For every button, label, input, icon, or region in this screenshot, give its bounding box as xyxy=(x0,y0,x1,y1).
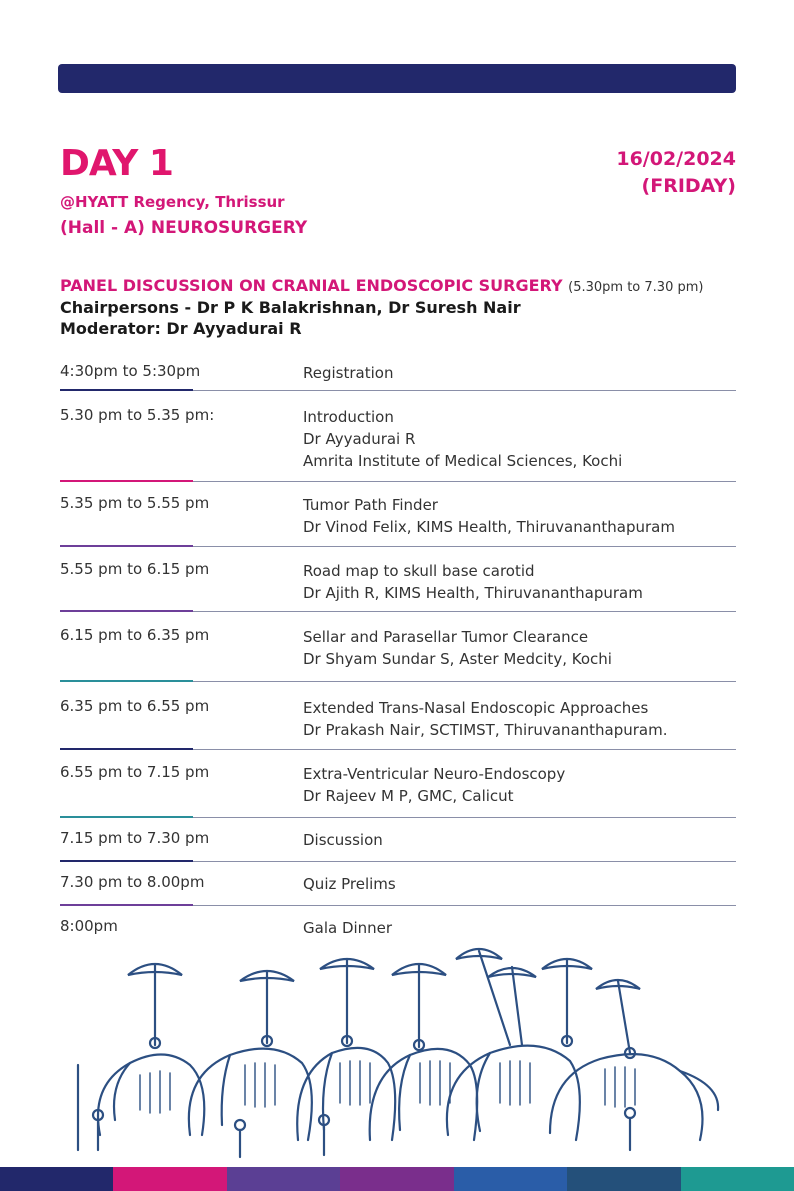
session-detail: Dr Shyam Sundar S, Aster Medcity, Kochi xyxy=(303,650,612,668)
schedule-description xyxy=(303,763,565,807)
color-segment xyxy=(227,1167,340,1191)
panel-time: (5.30pm to 7.30 pm) xyxy=(568,280,704,295)
session-title: Extra-Ventricular Neuro-Endoscopy xyxy=(303,765,566,783)
schedule-time: 7.30 pm to 8.00pm xyxy=(60,873,205,891)
session-detail: Amrita Institute of Medical Sciences, Kochi xyxy=(303,452,623,470)
color-segment xyxy=(113,1167,226,1191)
top-banner-bar xyxy=(58,64,736,93)
schedule-description xyxy=(303,829,383,851)
date-text: 16/02/2024 xyxy=(616,148,736,170)
session-detail: Dr Ayyadurai R xyxy=(303,430,416,448)
session-title: Introduction xyxy=(303,408,394,426)
schedule-time: 5.55 pm to 6.15 pm xyxy=(60,560,210,578)
color-segment xyxy=(681,1167,794,1191)
schedule-description xyxy=(303,494,675,538)
schedule-time: 5.35 pm to 5.55 pm xyxy=(60,494,210,512)
bottom-color-strip xyxy=(0,1167,794,1191)
row-accent xyxy=(60,860,193,862)
schedule-time: 6.55 pm to 7.15 pm xyxy=(60,763,210,781)
elephant-procession-illustration xyxy=(70,935,730,1167)
row-accent xyxy=(60,545,193,547)
schedule-time: 6.15 pm to 6.35 pm xyxy=(60,626,210,644)
schedule-description xyxy=(303,626,612,670)
color-segment xyxy=(340,1167,453,1191)
row-accent xyxy=(60,748,193,750)
color-segment xyxy=(567,1167,680,1191)
session-title: Sellar and Parasellar Tumor Clearance xyxy=(303,628,589,646)
session-detail: Dr Prakash Nair, SCTIMST, Thiruvananthapuram. xyxy=(303,721,668,739)
moderator: Moderator: Dr Ayyadurai R xyxy=(60,319,302,338)
session-title: Registration xyxy=(303,364,394,382)
row-accent xyxy=(60,480,193,482)
panel-title: PANEL DISCUSSION ON CRANIAL ENDOSCOPIC SURGERY xyxy=(60,276,563,295)
weekday-text: (FRIDAY) xyxy=(641,175,736,197)
row-accent xyxy=(60,680,193,682)
schedule-time: 5.30 pm to 5.35 pm: xyxy=(60,406,215,424)
chairpersons: Chairpersons - Dr P K Balakrishnan, Dr Suresh Nair xyxy=(60,298,521,317)
color-segment xyxy=(0,1167,113,1191)
session-title: Gala Dinner xyxy=(303,919,393,937)
row-accent xyxy=(60,904,193,906)
schedule-time: 4:30pm to 5:30pm xyxy=(60,362,201,380)
row-accent xyxy=(60,389,193,391)
day-title: DAY 1 xyxy=(60,143,173,184)
event-date xyxy=(616,146,736,200)
schedule-description xyxy=(303,560,643,604)
session-title: Extended Trans-Nasal Endoscopic Approaches xyxy=(303,699,649,717)
row-accent xyxy=(60,610,193,612)
session-title: Quiz Prelims xyxy=(303,875,396,893)
session-detail: Dr Rajeev M P, GMC, Calicut xyxy=(303,787,514,805)
schedule-time: 8:00pm xyxy=(60,917,118,935)
hall-label: (Hall - A) NEUROSURGERY xyxy=(60,218,308,238)
session-title: Tumor Path Finder xyxy=(303,496,438,514)
schedule-description xyxy=(303,362,393,384)
schedule-description xyxy=(303,406,622,472)
schedule-time: 6.35 pm to 6.55 pm xyxy=(60,697,210,715)
session-title: Discussion xyxy=(303,831,383,849)
panel-heading xyxy=(60,276,703,295)
venue-label: @HYATT Regency, Thrissur xyxy=(60,193,285,211)
session-detail: Dr Ajith R, KIMS Health, Thiruvananthapuram xyxy=(303,584,643,602)
schedule-description xyxy=(303,697,668,741)
color-segment xyxy=(454,1167,567,1191)
session-detail: Dr Vinod Felix, KIMS Health, Thiruvananthapuram xyxy=(303,518,675,536)
schedule-time: 7.15 pm to 7.30 pm xyxy=(60,829,210,847)
row-accent xyxy=(60,816,193,818)
session-title: Road map to skull base carotid xyxy=(303,562,535,580)
schedule-description xyxy=(303,873,396,895)
